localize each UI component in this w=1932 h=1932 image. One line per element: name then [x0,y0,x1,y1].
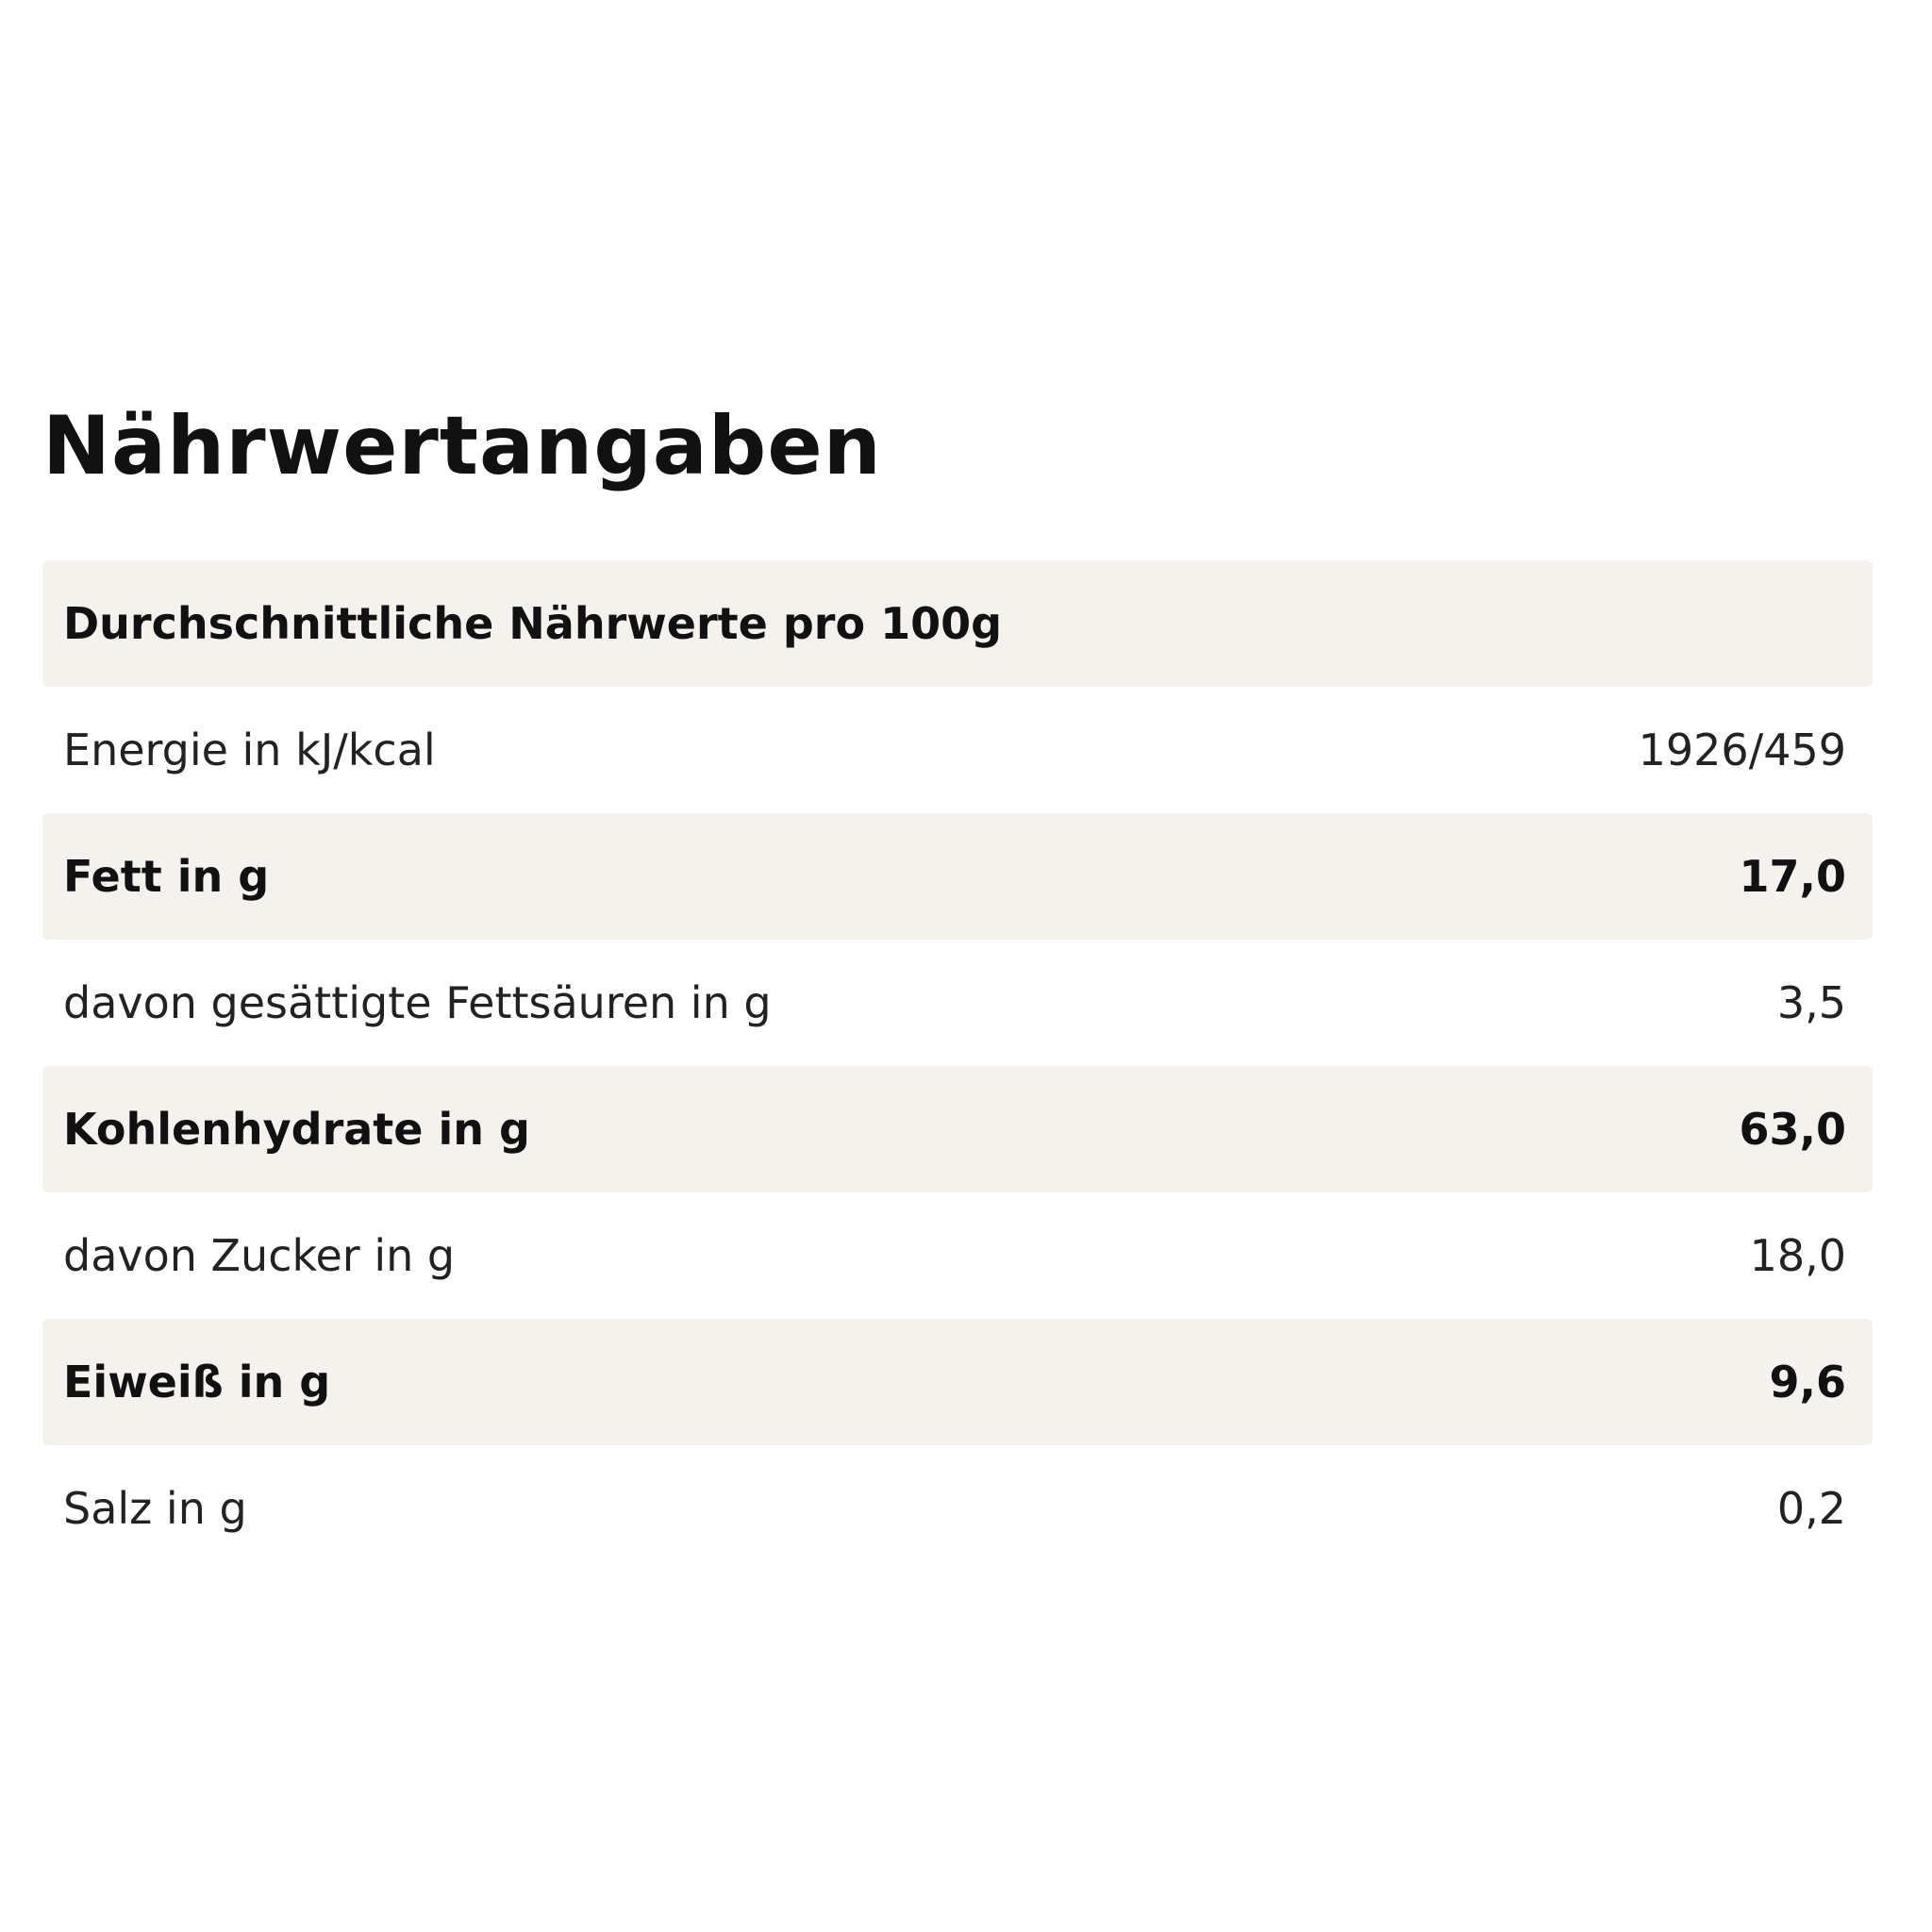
row-value: 63,0 [1739,1104,1846,1155]
table-row-energy [42,687,1873,813]
row-value: 18,0 [1749,1230,1846,1281]
row-label: Salz in g [63,1483,247,1534]
row-value: 0,2 [1776,1483,1846,1534]
row-label: Fett in g [63,851,270,902]
page-title: Nährwertangaben [42,399,882,493]
row-value: 3,5 [1776,977,1846,1028]
row-value: 9,6 [1769,1357,1846,1407]
table-row-protein [42,1319,1873,1445]
table-row-fat [42,813,1873,940]
table-header-row [42,560,1873,687]
table-row-carbohydrates [42,1066,1873,1192]
table-row-salt [42,1445,1873,1572]
row-label: davon gesättigte Fettsäuren in g [63,977,772,1028]
row-value: 1926/459 [1638,724,1846,775]
row-label: Kohlenhydrate in g [63,1104,530,1155]
table-row-sugar [42,1192,1873,1319]
nutrition-table [42,560,1873,1572]
table-row-saturated-fat [42,940,1873,1066]
row-value: 17,0 [1739,851,1846,902]
table-header-label: Durchschnittliche Nährwerte pro 100g [63,598,1003,649]
row-label: davon Zucker in g [63,1230,456,1281]
row-label: Energie in kJ/kcal [63,724,436,775]
row-label: Eiweiß in g [63,1357,331,1407]
nutrition-section [42,394,1873,1534]
